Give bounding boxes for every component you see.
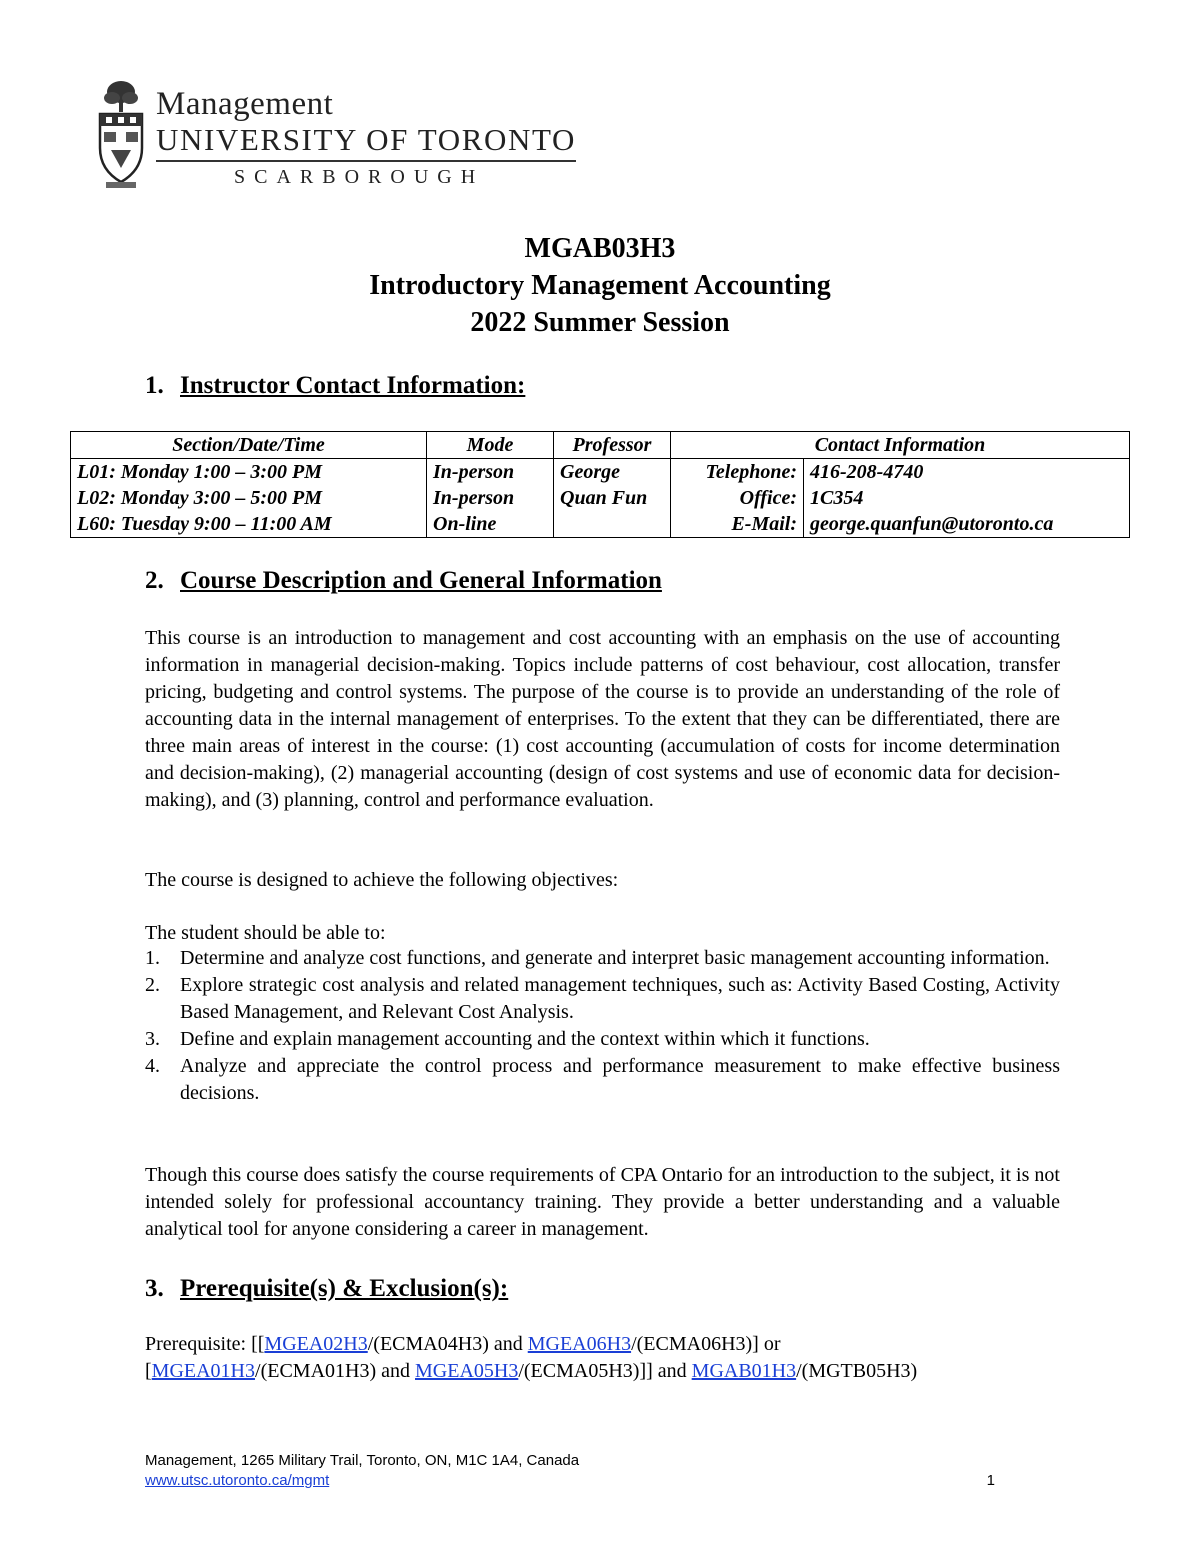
list-item: 4. Analyze and appreciate the control process and performance measurement to make effective business decisions. xyxy=(145,1055,1060,1104)
logo-rule xyxy=(156,160,576,162)
section-heading-3 xyxy=(145,1275,508,1303)
contact-labels-cell xyxy=(671,459,804,538)
section-heading-1 xyxy=(145,372,525,400)
course-link-mgea06h3[interactable]: MGEA06H3 xyxy=(527,1333,632,1355)
logo-management: Management xyxy=(156,86,334,122)
contact-table xyxy=(70,431,1130,538)
section-time: L60: Tuesday 9:00 – 11:00 AM xyxy=(77,513,332,535)
table-header: Section/Date/Time xyxy=(71,432,427,459)
logo-campus: SCARBOROUGH xyxy=(234,166,485,188)
section-number: 2. xyxy=(145,567,164,594)
student-intro: The student should be able to: xyxy=(145,922,386,944)
email-value[interactable]: george.quanfun@utoronto.ca xyxy=(810,513,1054,535)
cpa-paragraph: Though this course does satisfy the course requirements of CPA Ontario for an introduction to the subject, it is not intended solely for professional accountancy training. They provide a better understanding and a valuable analytical tool for anyone considering a career in management. xyxy=(145,1164,1060,1240)
page-number: 1 xyxy=(986,1472,995,1489)
list-item: 3. Define and explain management accounting and the context within which it functions. xyxy=(145,1028,870,1050)
section-heading-2 xyxy=(145,567,662,595)
university-logo xyxy=(96,78,586,190)
professor-last: Quan Fun xyxy=(560,487,648,509)
contact-label: E-Mail: xyxy=(731,513,797,535)
section-number: 1. xyxy=(145,372,164,399)
objectives-list xyxy=(145,945,1060,1107)
table-header: Contact Information xyxy=(671,432,1130,459)
course-title-block xyxy=(0,230,1200,341)
list-item: 2. Explore strategic cost analysis and related management techniques, such as: Activity Based Costing, Activity Based Management, and Relevant Cost Analysis. xyxy=(145,974,1060,1023)
contact-label: Telephone: xyxy=(705,461,797,483)
course-code: MGAB03H3 xyxy=(524,233,676,264)
course-link-mgea02h3[interactable]: MGEA02H3 xyxy=(264,1333,368,1355)
contact-values-cell xyxy=(804,459,1130,538)
course-link-mgab01h3[interactable]: MGAB01H3 xyxy=(691,1360,797,1382)
course-link-mgea05h3[interactable]: MGEA05H3 xyxy=(415,1360,519,1382)
mode-cell xyxy=(427,459,554,538)
telephone-value: 416-208-4740 xyxy=(810,461,924,483)
section-time: L02: Monday 3:00 – 5:00 PM xyxy=(77,487,322,509)
section-title: Prerequisite(s) & Exclusion(s): xyxy=(180,1275,509,1302)
contact-label: Office: xyxy=(739,487,797,509)
professor-cell xyxy=(554,459,671,538)
course-name: Introductory Management Accounting xyxy=(369,270,831,301)
section-title: Instructor Contact Information: xyxy=(180,372,526,399)
section-number: 3. xyxy=(145,1275,164,1302)
objectives-intro: The course is designed to achieve the following objectives: xyxy=(145,869,619,891)
table-header: Professor xyxy=(554,432,671,459)
office-value: 1C354 xyxy=(810,487,864,509)
page-footer xyxy=(145,1451,995,1491)
description-paragraph: This course is an introduction to management and cost accounting with an emphasis on the use of accounting information in managerial decision-making. Topics include patterns of cost behaviour, cost allocation, transfer pricing, budgeting and control systems. The purpose of the course is to provide an understanding of the role of accounting data in the internal management of enterprises. To the extent that they can be differentiated, there are three main areas of interest in the course: (1) cost accounting (accumulation of costs for income determination and decision-making), (2) managerial accounting (design of cost systems and use of economic data for decision-making), and (3) planning, control and performance evaluation. xyxy=(145,627,1060,811)
table-row xyxy=(71,459,1130,538)
professor-first: George xyxy=(560,461,620,483)
section-time: L01: Monday 1:00 – 3:00 PM xyxy=(77,461,322,483)
prerequisite-text: Prerequisite: [[MGEA02H3/(ECMA04H3) and MGEA06H3/(ECMA06H3)] or [MGEA01H3/(ECMA01H3) and MGEA05H3/(ECMA05H3)]] and MGAB01H3/(MGTB05H3) xyxy=(145,1333,918,1382)
footer-url-link[interactable]: www.utsc.utoronto.ca/mgmt xyxy=(145,1472,330,1489)
mode-value: On-line xyxy=(433,513,497,535)
logo-university: UNIVERSITY OF TORONTO xyxy=(156,122,576,157)
course-link-mgea01h3[interactable]: MGEA01H3 xyxy=(151,1360,256,1382)
mode-value: In-person xyxy=(433,487,515,509)
table-header: Mode xyxy=(427,432,554,459)
crest-icon xyxy=(96,78,146,190)
course-session: 2022 Summer Session xyxy=(470,307,730,338)
section-title: Course Description and General Information xyxy=(180,567,662,594)
mode-value: In-person xyxy=(433,461,515,483)
footer-address: Management, 1265 Military Trail, Toronto, ON, M1C 1A4, Canada xyxy=(145,1452,580,1469)
table-header-row xyxy=(71,432,1130,459)
list-item: 1. Determine and analyze cost functions, and generate and interpret basic management accounting information. xyxy=(145,947,1050,969)
section-times-cell xyxy=(71,459,427,538)
